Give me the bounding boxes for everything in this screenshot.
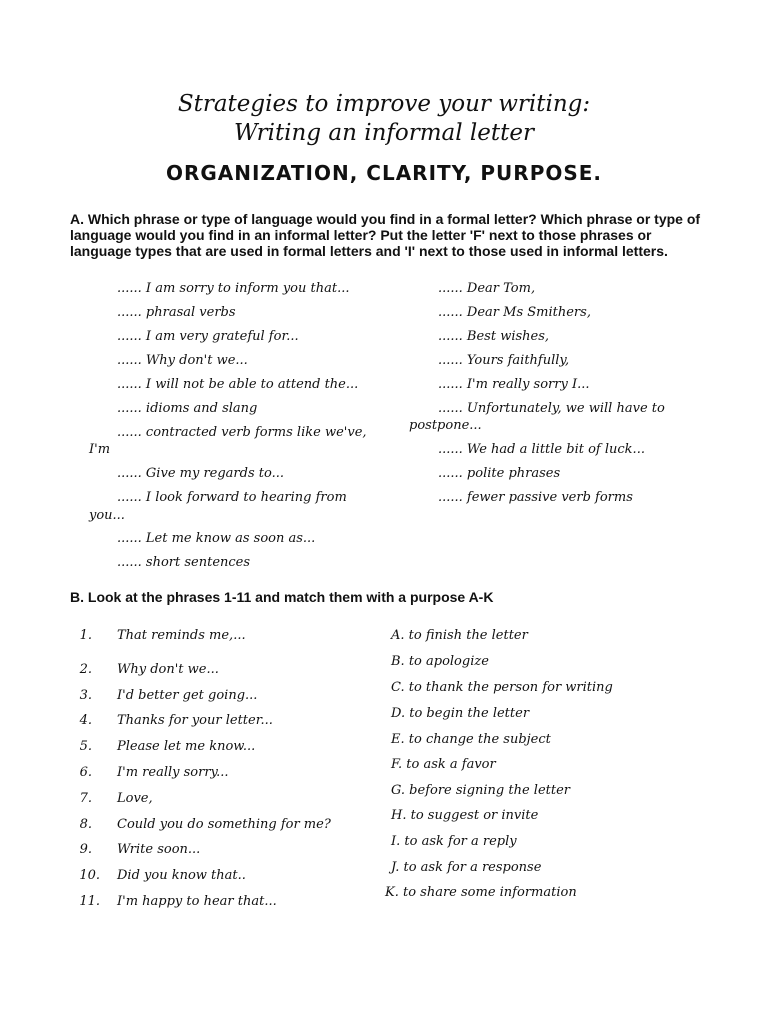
left-item: ...... I look forward to hearing from — [117, 490, 347, 505]
title-line-1: Strategies to improve your writing: — [177, 91, 591, 117]
purpose-item: H. to suggest or invite — [391, 808, 539, 823]
phrase-text: Please let me know... — [117, 739, 256, 754]
purpose-item: K. to share some information — [385, 885, 577, 900]
left-item: ...... idioms and slang — [117, 401, 258, 416]
right-item: ...... Dear Tom, — [438, 281, 536, 296]
phrase-number: 7. — [79, 791, 92, 806]
phrase-number: 9. — [79, 842, 92, 857]
left-item-continued: I'm — [89, 442, 111, 457]
right-item: ...... Dear Ms Smithers, — [438, 305, 591, 320]
purpose-item: J. to ask for a response — [391, 860, 542, 875]
phrase-text: I'm happy to hear that... — [117, 894, 277, 909]
phrase-text: I'd better get going... — [117, 688, 258, 703]
phrase-number: 5. — [79, 739, 92, 754]
purpose-item: I. to ask for a reply — [391, 834, 517, 849]
phrase-text: Love, — [117, 791, 153, 806]
left-item: ...... I am sorry to inform you that... — [117, 281, 350, 296]
phrase-text: Why don't we... — [117, 662, 219, 677]
right-item: ...... Unfortunately, we will have to — [438, 401, 665, 416]
phrase-number: 4. — [79, 713, 92, 728]
left-item: ...... I am very grateful for... — [117, 329, 299, 344]
right-item: ...... Best wishes, — [438, 329, 550, 344]
purpose-item: A. to finish the letter — [391, 628, 528, 643]
phrase-number: 11. — [79, 894, 100, 909]
right-item: ...... Yours faithfully, — [438, 353, 570, 368]
left-item: ...... short sentences — [117, 555, 251, 570]
left-item: ...... Give my regards to... — [117, 466, 284, 481]
phrase-number: 2. — [79, 662, 92, 677]
phrase-text: Thanks for your letter... — [117, 713, 273, 728]
purpose-item: D. to begin the letter — [391, 706, 530, 721]
left-item: ...... Let me know as soon as... — [117, 531, 316, 546]
phrase-text: I'm really sorry... — [117, 765, 229, 780]
section-a-instructions: A. Which phrase or type of language would you find in a formal letter? Which phrase or type of language would you find in an informal letter? Put the letter 'F' next to those phrases or language types that are used in formal letters and 'I' next to those used in informal letters. — [70, 211, 701, 259]
title-line-2: Writing an informal letter — [233, 120, 534, 146]
heading: ORGANIZATION, CLARITY, PURPOSE. — [165, 161, 603, 185]
right-item: ...... fewer passive verb forms — [438, 490, 633, 505]
left-item: ...... I will not be able to attend the... — [117, 377, 359, 392]
right-item: ...... polite phrases — [438, 466, 561, 481]
left-item: ...... phrasal verbs — [117, 305, 236, 320]
phrase-number: 1. — [79, 628, 92, 643]
right-item: ...... I'm really sorry I... — [438, 377, 590, 392]
phrase-number: 6. — [79, 765, 92, 780]
phrase-number: 8. — [79, 817, 92, 832]
left-item-continued: you... — [89, 508, 125, 523]
section-b-instructions: B. Look at the phrases 1-11 and match them with a purpose A-K — [70, 589, 494, 605]
phrase-text: Did you know that.. — [117, 868, 246, 883]
purpose-item: G. before signing the letter — [391, 783, 571, 798]
phrase-text: Could you do something for me? — [117, 817, 331, 832]
phrase-number: 3. — [79, 688, 92, 703]
right-item-continued: postpone... — [409, 418, 482, 433]
phrase-text: Write soon... — [117, 842, 201, 857]
left-item: ...... contracted verb forms like we've, — [117, 425, 367, 440]
purpose-item: C. to thank the person for writing — [391, 680, 613, 695]
purpose-item: F. to ask a favor — [391, 757, 496, 772]
phrase-text: That reminds me,... — [117, 628, 246, 643]
phrase-number: 10. — [79, 868, 100, 883]
purpose-item: B. to apologize — [391, 654, 489, 669]
purpose-item: E. to change the subject — [391, 732, 551, 747]
left-item: ...... Why don't we... — [117, 353, 248, 368]
right-item: ...... We had a little bit of luck... — [438, 442, 645, 457]
